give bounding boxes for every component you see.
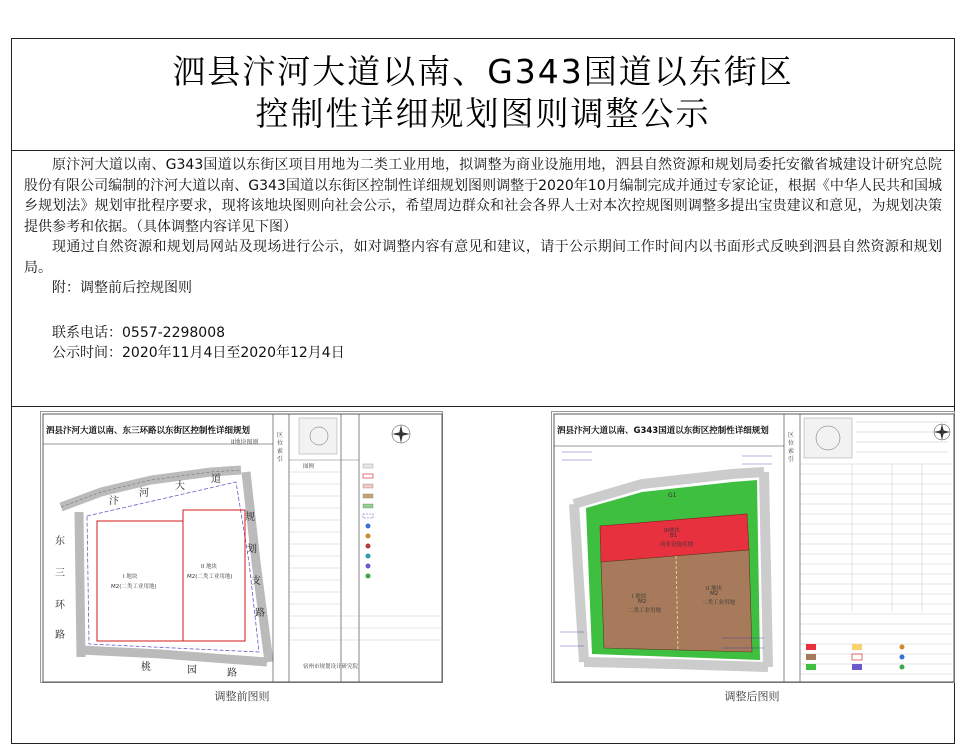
road-label: 汴 xyxy=(109,496,119,507)
map-after-drawing xyxy=(552,412,956,684)
page-title-line-1: 泗县汴河大道以南、G343国道以东街区 xyxy=(172,52,794,91)
road-label: 支 xyxy=(251,576,261,587)
map-after-side-header: 区位索引 xyxy=(788,432,795,463)
road-label: 路 xyxy=(255,608,265,619)
parcel-2-use: M2(二类工业用地) xyxy=(187,574,233,580)
road-label: 路 xyxy=(55,630,65,641)
road-label: 东 xyxy=(55,536,65,547)
parcel-top-code: B1 xyxy=(670,533,678,539)
parcel-top-use: 商业设施用地 xyxy=(660,542,694,548)
road-label: 大 xyxy=(175,481,185,492)
title-section xyxy=(12,39,954,151)
parcel-1-use: 二类工业用地 xyxy=(628,608,662,614)
road-label: 三 xyxy=(55,568,65,579)
map-after xyxy=(551,411,955,683)
parcel-2-use: 二类工业用地 xyxy=(702,600,736,606)
attachment-note: 附：调整前后控规图则 xyxy=(52,280,192,296)
parcel-1-name: I 地块 xyxy=(123,574,138,580)
road-label: 路 xyxy=(227,668,237,679)
parcel-2-name: II 地块 xyxy=(706,586,722,592)
map-before-legend-header: 图例 xyxy=(303,464,315,470)
contact-phone: 联系电话：0557-2298008 xyxy=(52,324,226,341)
road-label: 桃 xyxy=(141,662,151,673)
road-label: 划 xyxy=(247,544,257,555)
map-before-side-header: 区位索引 xyxy=(277,432,284,463)
road-label: 园 xyxy=(187,665,197,676)
notice-paragraph-1: 原汴河大道以南、G343国道以东街区项目用地为二类工业用地，拟调整为商业设施用地，泗县自然资源和规划局委托安徽省城建设计研究总院股份有限公司编制的汴河大道以南、G343国道以东街区控制性详细规划图则调整于2020年10月编制完成并通过专家论证，根据《中华人民共和国城乡规划法》规划审批程序要求，现将该地块图则向社会公示，希望周边群众和社会各界人士对本次控规图则调整多提出宝贵建议和意见，为规划决策提供参考和依据。（具体调整内容详见下图） xyxy=(24,157,942,235)
notice-frame xyxy=(11,38,955,744)
page-title-line-2: 控制性详细规划图则调整公示 xyxy=(255,94,711,133)
road-label: 河 xyxy=(139,488,149,499)
road-label: 规 xyxy=(245,512,255,523)
parcel-1-name: I 地块 xyxy=(632,594,647,600)
map-after-title: 泗县汴河大道以南、G343国道以东街区控制性详细规划 xyxy=(557,426,769,436)
map-before-title: 泗县汴河大道以南、东三环路以东街区控制性详细规划 xyxy=(46,426,251,436)
notice-body xyxy=(12,151,954,407)
notice-paragraph-2: 现通过自然资源和规划局网站及现场进行公示，如对调整内容有意见和建议，请于公示期间工作时间内以书面形式反映到泗县自然资源和规划局。 xyxy=(24,239,942,276)
map-before-caption: 调整前图则 xyxy=(214,690,270,703)
maps-section xyxy=(12,407,954,744)
map-before-org: 宿州市规划设计研究院 xyxy=(303,664,359,670)
map-before-drawing xyxy=(41,412,444,684)
parcel-1-code: M2 xyxy=(638,599,647,605)
map-after-strip-label: G1 xyxy=(668,492,677,499)
road-label: 道 xyxy=(211,474,221,485)
publicity-period: 公示时间：2020年11月4日至2020年12月4日 xyxy=(52,345,345,361)
map-before xyxy=(40,411,443,683)
map-before-sheet: II地块图则 xyxy=(231,439,259,446)
parcel-top-name: III地块 xyxy=(664,528,680,534)
parcel-2-name: II 地块 xyxy=(201,564,217,570)
parcel-1-use: M2(二类工业用地) xyxy=(111,584,157,590)
road-label: 环 xyxy=(55,600,65,611)
map-after-caption: 调整后图则 xyxy=(724,690,780,703)
parcel-2-code: M2 xyxy=(710,591,719,597)
